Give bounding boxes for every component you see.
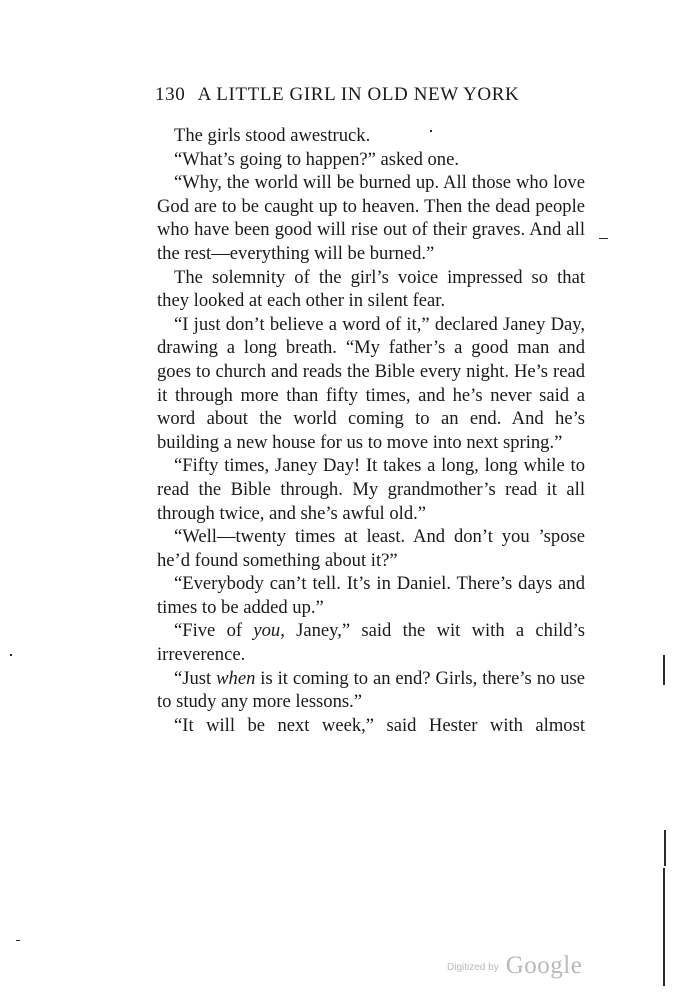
emphasis-text: when: [216, 667, 256, 689]
text-run: “Just: [174, 667, 217, 689]
running-head: [155, 84, 585, 106]
text-run: , Janey,” said the wit with a child’s irreverence.: [157, 620, 585, 666]
google-logo: Google: [505, 952, 583, 979]
paragraph: [157, 619, 585, 666]
digitized-watermark: [447, 952, 582, 980]
scan-mark: [663, 655, 665, 685]
scan-mark: [430, 130, 432, 132]
scan-mark: [10, 654, 12, 656]
body-text: [157, 124, 585, 737]
paragraph: “Fifty times, Janey Day! It takes a long, long while to read the Bible through. My grandmother’s read it all through twice, and she’s awful old.”: [157, 455, 585, 524]
paragraph: [157, 667, 585, 714]
scan-mark: [663, 868, 665, 986]
paragraph: “Why, the world will be burned up. All those who love God are to be caught up to heaven. Then the dead people who have been good will rise out of their graves. And all the rest—everything will be burned.”: [157, 172, 585, 264]
running-title: A LITTLE GIRL IN OLD NEW YORK: [197, 84, 520, 105]
paragraph: “It will be next week,” said Hester with almost: [174, 714, 585, 736]
scan-mark: [599, 238, 608, 239]
text-run: is it coming to an end? Girls, there’s no use to study any more lessons.”: [157, 667, 585, 713]
paragraph: “Well—twenty times at least. And don’t you ’spose he’d found something about it?”: [157, 526, 585, 571]
paragraph: The girls stood awestruck.: [174, 125, 371, 146]
scan-mark: [16, 940, 20, 941]
emphasis-text: you: [253, 620, 281, 642]
paragraph: “Everybody can’t tell. It’s in Daniel. There’s days and times to be added up.”: [157, 573, 585, 618]
paragraph: The solemnity of the girl’s voice impressed so that they looked at each other in silent fear.: [157, 266, 585, 312]
page-number: 130: [155, 84, 186, 105]
text-run: “Five of: [174, 620, 254, 642]
scan-mark: [664, 830, 666, 866]
paragraph: “I just don’t believe a word of it,” declared Janey Day, drawing a long breath. “My father’s a good man and goes to church and reads the Bible every night. He’s read it through more than fifty times, and he’s never said a word about the world coming to an end. And he’s building a new house for us to move into next spring.”: [157, 313, 585, 453]
watermark-prefix: Digitized by: [447, 962, 499, 973]
paragraph: “What’s going to happen?” asked one.: [174, 148, 460, 170]
